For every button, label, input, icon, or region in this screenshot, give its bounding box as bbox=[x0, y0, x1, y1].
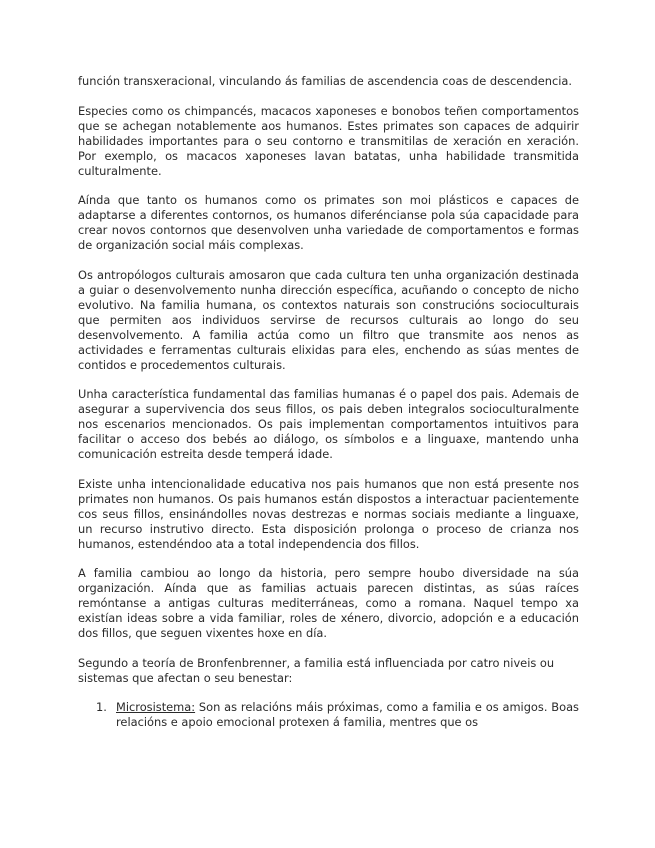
paragraph-cultural-anthropologists: Os antropólogos culturais amosaron que cada cultura ten unha organización destinada a guiar o desenvolvemento nunha dirección específica, acuñando o concepto de nicho evolutivo. Na familia humana, os contextos naturais son construcións socioculturais que permiten aos individuos servirse de recursos culturais ao longo do seu desenvolvemento. A familia actúa como un filtro que transmite aos nenos as actividades e ferramentas culturais elixidas para eles, enchendo as súas mentes de contidos e procedementos culturais. bbox=[78, 267, 579, 372]
list-item-text: Son as relacións máis próximas, como a familia e os amigos. Boas relacións e apoio emocional protexen á familia, mentres que os bbox=[116, 700, 579, 729]
bronfenbrenner-levels-list bbox=[78, 700, 579, 730]
list-item-number: 1. bbox=[96, 700, 107, 714]
document-page bbox=[78, 74, 579, 730]
paragraph-transgenerational: función transxeracional, vinculando ás familias de ascendencia coas de descendencia. bbox=[78, 74, 572, 88]
list-item bbox=[78, 700, 579, 730]
list-item-term: Microsistema: bbox=[116, 700, 196, 714]
paragraph-parents-role: Unha característica fundamental das familias humanas é o papel dos pais. Ademais de asegurar a supervivencia dos seus fillos, os pais deben integralos socioculturalmente nos escenarios mencionados. Os pais implementan comportamentos intuitivos para facilitar o acceso dos bebés ao diálogo, os símbolos e a linguaxe, mantendo unha comunicación estreita desde temperá idade. bbox=[78, 387, 579, 461]
paragraph-bronfenbrenner-intro: Segundo a teoría de Bronfenbrenner, a familia está influenciada por catro niveis ou sistemas que afectan o seu benestar: bbox=[78, 655, 555, 685]
paragraph-family-history: A familia cambiou ao longo da historia, pero sempre houbo diversidade na súa organización. Aínda que as familias actuais parecen distintas, as súas raíces remóntanse a antigas culturas mediterráneas, como a romana. Naquel tempo xa existían ideas sobre a vida familiar, roles de xénero, divorcio, adopción e a educación dos fillos, que seguen vixentes hoxe en día. bbox=[78, 566, 579, 640]
paragraph-educational-intentionality: Existe unha intencionalidade educativa nos pais humanos que non está presente nos primates non humanos. Os pais humanos están dispostos a interactuar pacientemente cos seus fillos, ensinándolles novas destrezas e normas sociais mediante a linguaxe, un recurso instrutivo directo. Esta disposición prolonga o proceso de crianza nos humanos, estendéndoo ata a total independencia dos fillos. bbox=[78, 476, 579, 551]
paragraph-primate-species: Especies como os chimpancés, macacos xaponeses e bonobos teñen comportamentos que se achegan notablemente aos humanos. Estes primates son capaces de adquirir habilidades importantes para o seu contorno e transmitilas de xeración en xeración. Por exemplo, os macacos xaponeses lavan batatas, unha habilidade transmitida culturalmente. bbox=[78, 103, 579, 178]
paragraph-plasticity: Aínda que tanto os humanos como os primates son moi plásticos e capaces de adaptarse a diferentes contornos, os humanos diferéncianse pola súa capacidade para crear novos contornos que desenvolven unha variedade de comportamentos e formas de organización social máis complexas. bbox=[78, 193, 579, 252]
